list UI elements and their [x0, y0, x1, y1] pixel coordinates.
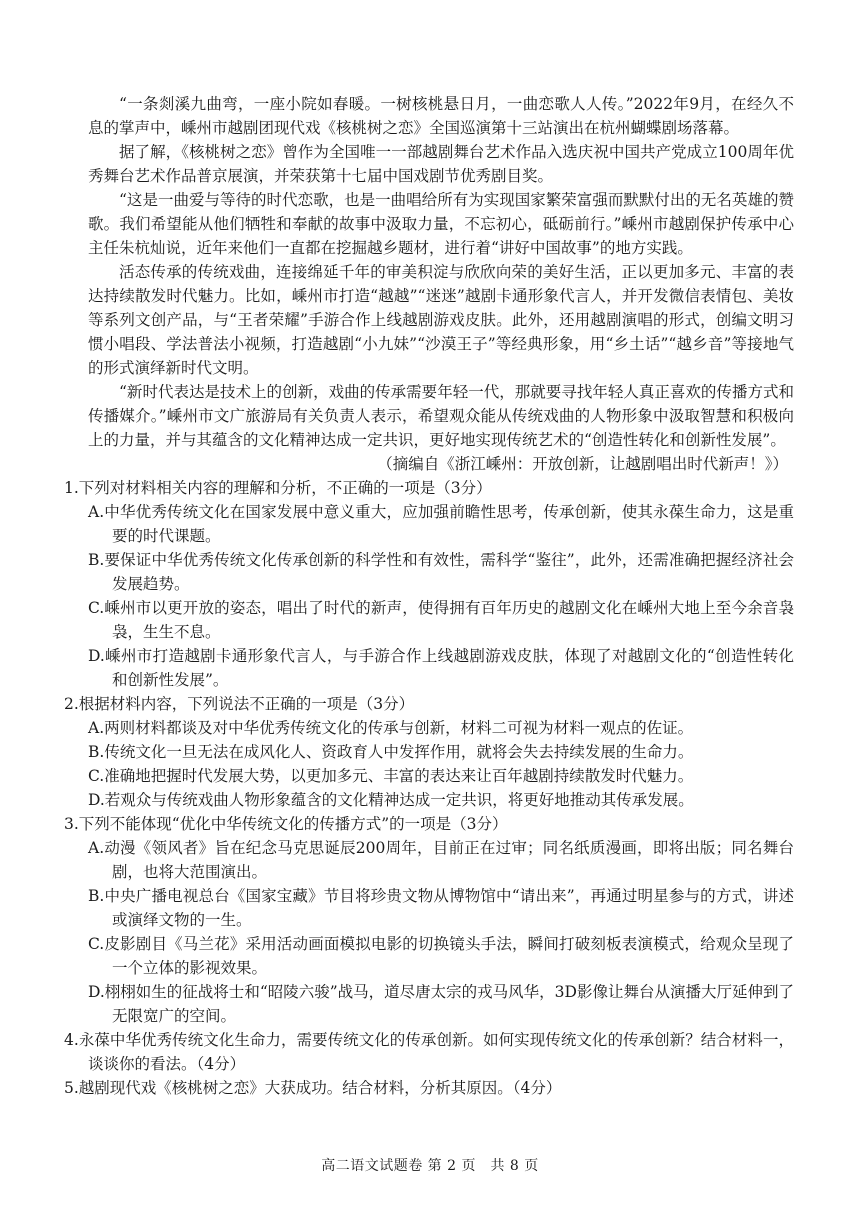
passage-paragraph-2: 据了解，《核桃树之恋》曾作为全国唯一一部越剧舞台艺术作品入选庆祝中国共产党成立100周年优秀舞台艺术作品普京展演，并荣获第十七届中国戏剧节优秀剧目奖。	[88, 143, 794, 185]
question-5	[64, 1076, 794, 1100]
option-b: B.传统文化一旦无法在成风化人、资政育人中发挥作用，就将会失去持续发展的生命力。	[88, 743, 694, 761]
question-3	[64, 812, 794, 1028]
option-d: D.嵊州市打造越剧卡通形象代言人，与手游合作上线越剧游戏皮肤，体现了对越剧文化的“创造性转化和创新性发展”。	[88, 647, 794, 689]
question-stem: 1.下列对材料相关内容的理解和分析，不正确的一项是（3分）	[64, 479, 492, 497]
option-c: C.嵊州市以更开放的姿态，唱出了时代的新声，使得拥有百年历史的越剧文化在嵊州大地上至今余音袅袅，生生不息。	[88, 599, 794, 641]
question-1	[64, 476, 794, 692]
passage-paragraph-4: 活态传承的传统戏曲，连接绵延千年的审美积淀与欣欣向荣的美好生活，正以更加多元、丰富的表达持续散发时代魅力。比如，嵊州市打造“越越”“迷迷”越剧卡通形象代言人，并开发微信表情包、美妆等系列文创产品，与“王者荣耀”手游合作上线越剧游戏皮肤。此外，还用越剧演唱的形式，创编文明习惯小唱段、学法普法小视频，打造越剧“小九妹”“沙漠王子”等经典形象，用“乡土话”“越乡音”等接地气的形式演绎新时代文明。	[88, 263, 794, 377]
option-d: D.栩栩如生的征战将士和“昭陵六骏”战马，道尽唐太宗的戎马风华，3D影像让舞台从演播大厅延伸到了无限宽广的空间。	[88, 983, 794, 1025]
question-4	[64, 1028, 794, 1076]
question-stem: 3.下列不能体现“优化中华传统文化的传播方式”的一项是（3分）	[64, 815, 508, 833]
option-a: A.两则材料都谈及对中华优秀传统文化的传承与创新，材料二可视为材料一观点的佐证。	[88, 719, 694, 737]
question-stem: 5.越剧现代戏《核桃树之恋》大获成功。结合材料，分析其原因。（4分）	[64, 1079, 562, 1097]
passage-source: （摘编自《浙江嵊州：开放创新，让越剧唱出时代新声！》）	[377, 455, 788, 473]
passage-paragraph-5: “新时代表达是技术上的创新，戏曲的传承需要年轻一代，那就要寻找年轻人真正喜欢的传播方式和传播媒介。”嵊州市文广旅游局有关负责人表示，希望观众能从传统戏曲的人物形象中汲取智慧和积极向上的力量，并与其蕴含的文化精神达成一定共识，更好地实现传统艺术的“创造性转化和创新性发展”。	[88, 383, 794, 449]
option-c: C.准确地把握时代发展大势，以更加多元、丰富的表达来让百年越剧持续散发时代魅力。	[88, 767, 694, 785]
option-c: C.皮影剧目《马兰花》采用活动画面模拟电影的切换镜头手法，瞬间打破刻板表演模式，给观众呈现了一个立体的影视效果。	[88, 935, 794, 977]
question-stem: 2.根据材料内容，下列说法不正确的一项是（3分）	[64, 695, 415, 713]
question-stem: 4.永葆中华优秀传统文化生命力，需要传统文化的传承创新。如何实现传统文化的传承创新？结合材料一，谈谈你的看法。（4分）	[64, 1031, 794, 1073]
passage-paragraph-3: “这是一曲爱与等待的时代恋歌，也是一曲唱给所有为实现国家繁荣富强而默默付出的无名英雄的赞歌。我们希望能从他们牺牲和奉献的故事中汲取力量，不忘初心，砥砺前行。”嵊州市越剧保护传承中心主任朱杭灿说，近年来他们一直都在挖掘越乡题材，进行着“讲好中国故事”的地方实践。	[88, 191, 794, 257]
page-footer: 高二语文试题卷 第 2 页 共 8 页	[321, 1158, 539, 1174]
passage-paragraph-1: “一条剡溪九曲弯，一座小院如春暖。一树核桃悬日月，一曲恋歌人人传。”2022年9月，在经久不息的掌声中，嵊州市越剧团现代戏《核桃树之恋》全国巡演第十三站演出在杭州蝴蝶剧场落幕。	[88, 95, 794, 137]
option-a: A.动漫《领风者》旨在纪念马克思诞辰200周年，目前正在过审；同名纸质漫画，即将出版；同名舞台剧，也将大范围演出。	[88, 839, 794, 881]
option-b: B.中央广播电视总台《国家宝藏》节目将珍贵文物从博物馆中“请出来”，再通过明星参与的方式，讲述或演绎文物的一生。	[88, 887, 794, 929]
question-list	[64, 476, 794, 1100]
option-b: B.要保证中华优秀传统文化传承创新的科学性和有效性，需科学“鉴往”，此外，还需准确把握经济社会发展趋势。	[88, 551, 794, 593]
option-d: D.若观众与传统戏曲人物形象蕴含的文化精神达成一定共识，将更好地推动其传承发展。	[88, 791, 694, 809]
question-2	[64, 692, 794, 812]
option-a: A.中华优秀传统文化在国家发展中意义重大，应加强前瞻性思考，传承创新，使其永葆生命力，这是重要的时代课题。	[88, 503, 794, 545]
reading-passage	[88, 92, 794, 476]
